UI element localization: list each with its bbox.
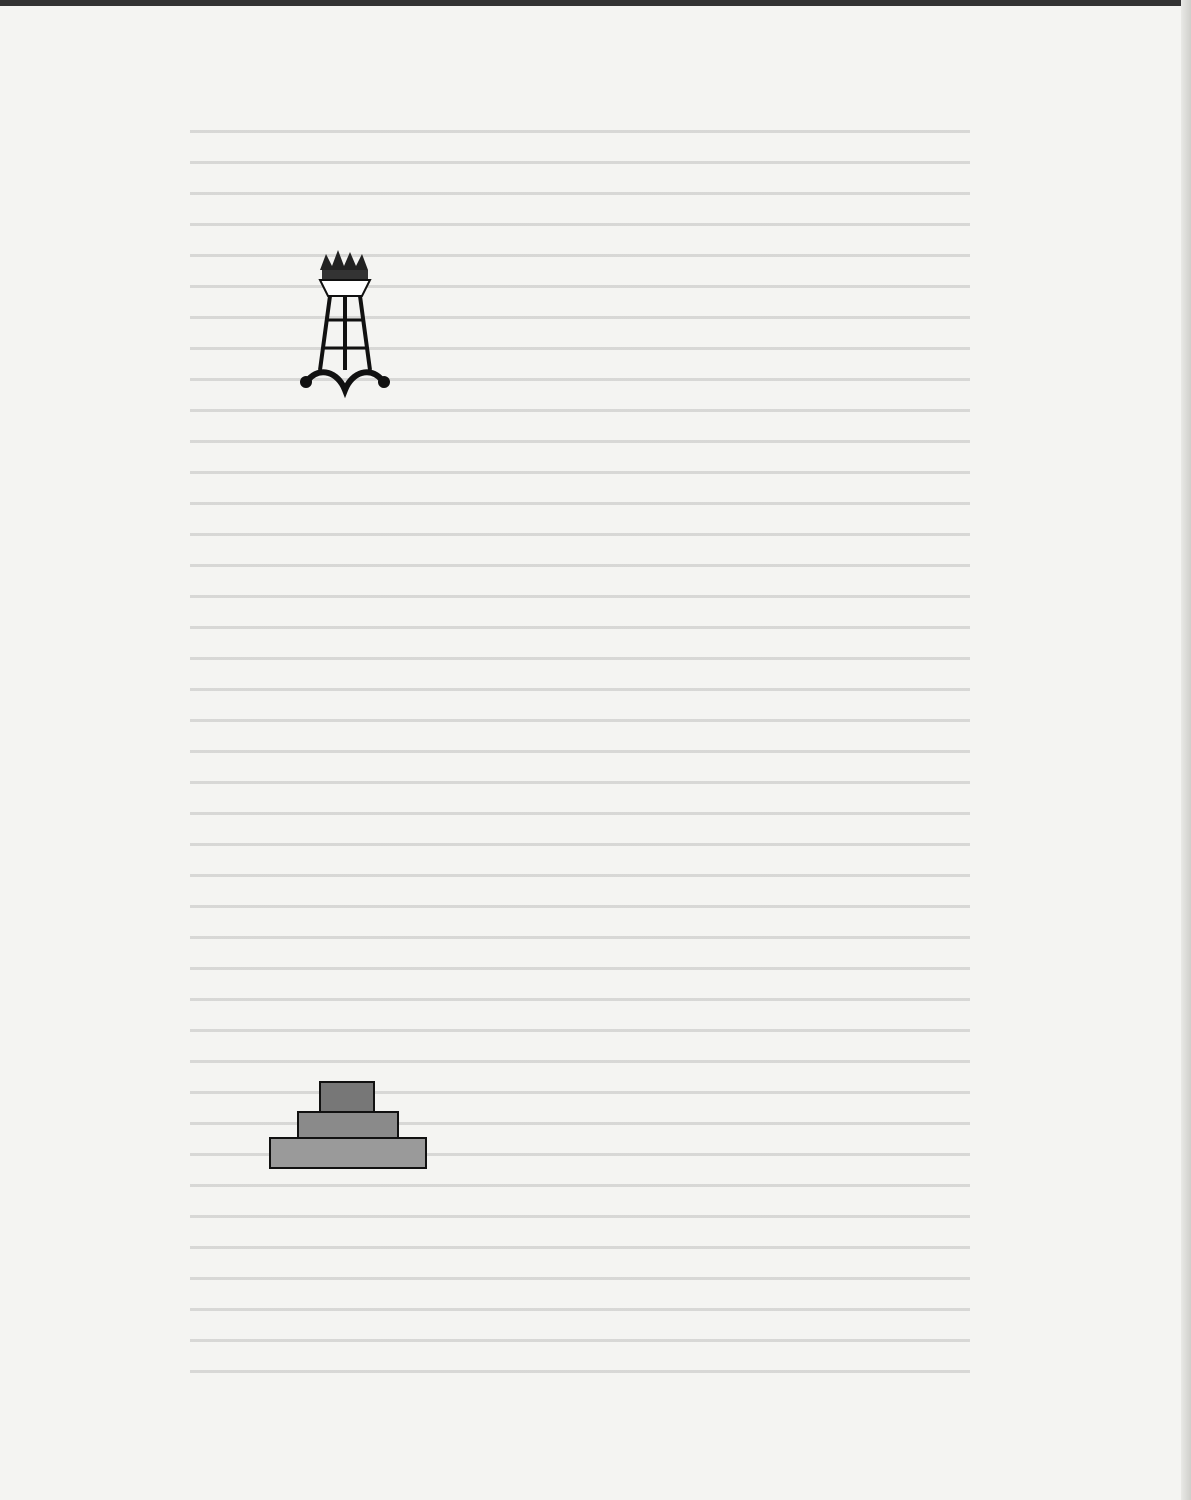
scan-edge-right	[1181, 0, 1191, 1500]
tripod-illustration	[250, 240, 890, 1170]
scan-edge-top	[0, 0, 1191, 6]
serpent-column-drawing	[270, 250, 426, 1168]
